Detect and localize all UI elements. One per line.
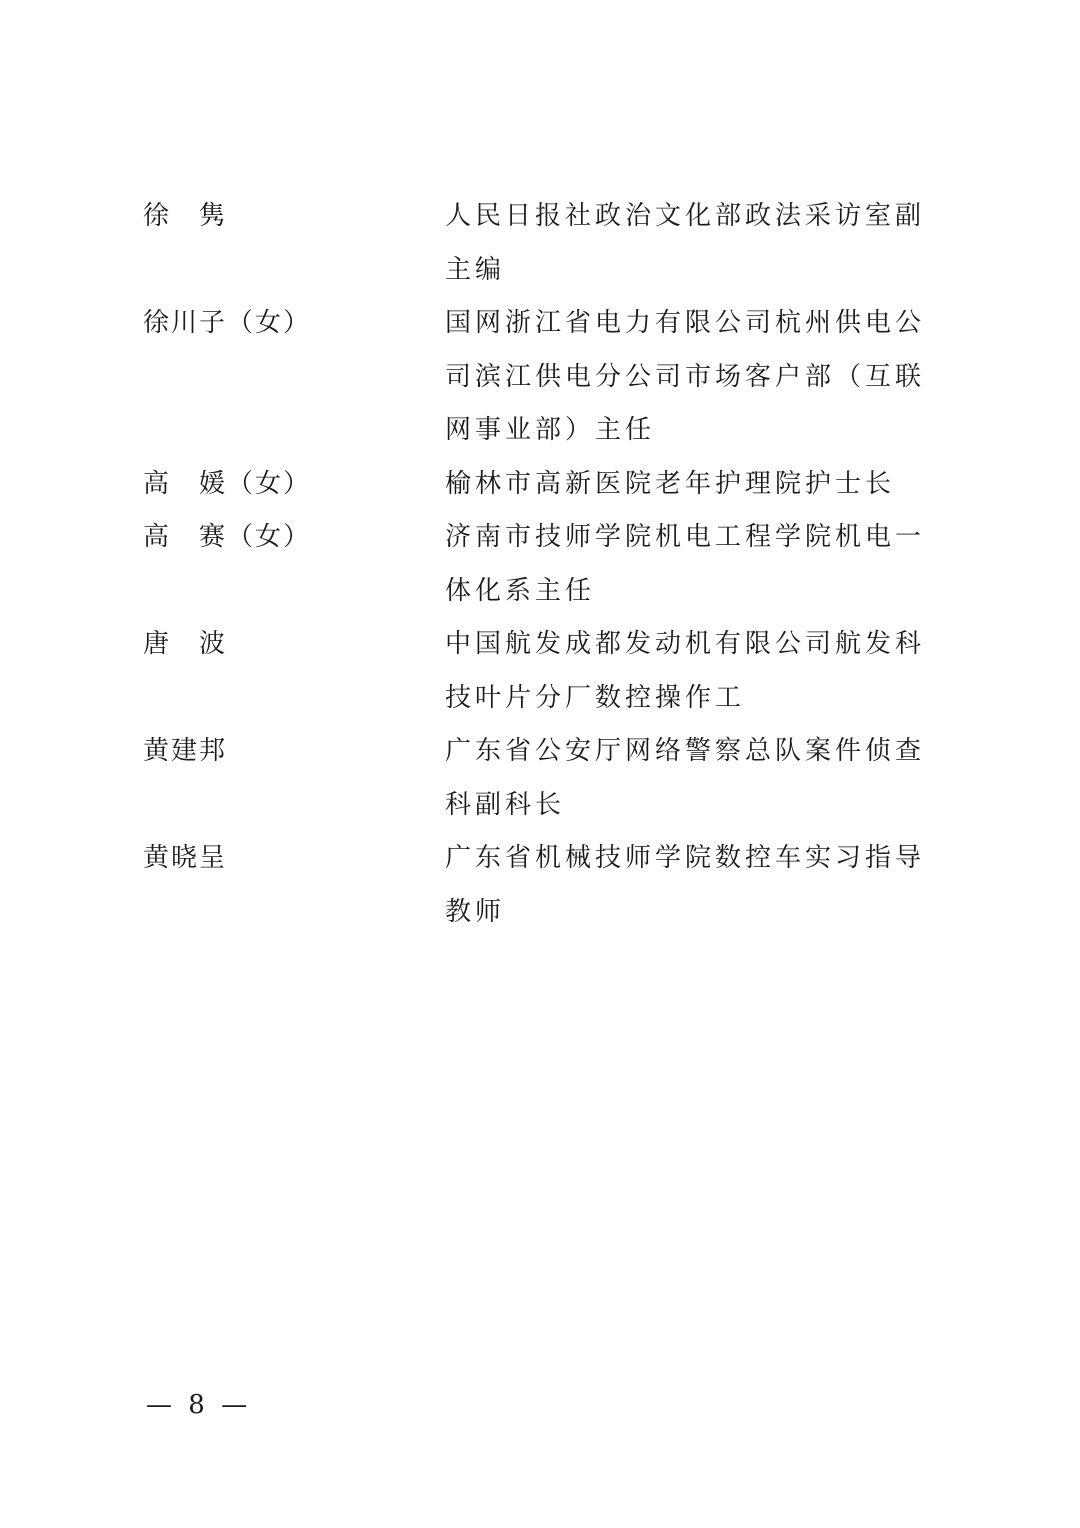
person-name: 高 媛（女） (143, 468, 312, 499)
name-list (143, 190, 943, 939)
person-name: 徐 隽 (143, 201, 228, 231)
list-item (143, 725, 943, 832)
person-title: 中国航发成都发动机有限公司航发科技叶片分厂数控操作工 (445, 629, 926, 713)
list-item (143, 618, 943, 725)
person-name: 高 赛（女） (143, 522, 312, 552)
list-item (143, 190, 943, 297)
list-item (143, 511, 943, 618)
list-item (143, 458, 943, 512)
person-name: 黄建邦 (143, 736, 228, 766)
person-title: 济南市技师学院机电工程学院机电一体化系主任 (445, 522, 926, 606)
person-name: 徐川子（女） (143, 308, 312, 338)
page-number: — 8 — (146, 1390, 252, 1420)
person-name: 唐 波 (143, 629, 228, 659)
person-name: 黄晓呈 (143, 843, 228, 873)
person-title: 国网浙江省电力有限公司杭州供电公司滨江供电分公司市场客户部（互联网事业部）主任 (445, 308, 926, 445)
person-title: 广东省机械技师学院数控车实习指导教师 (445, 843, 926, 927)
list-item (143, 832, 943, 939)
person-title: 榆林市高新医院老年护理院护士长 (445, 468, 896, 499)
person-title: 人民日报社政治文化部政法采访室副主编 (445, 201, 926, 285)
person-title: 广东省公安厅网络警察总队案件侦查科副科长 (445, 736, 926, 820)
list-item (143, 297, 943, 458)
